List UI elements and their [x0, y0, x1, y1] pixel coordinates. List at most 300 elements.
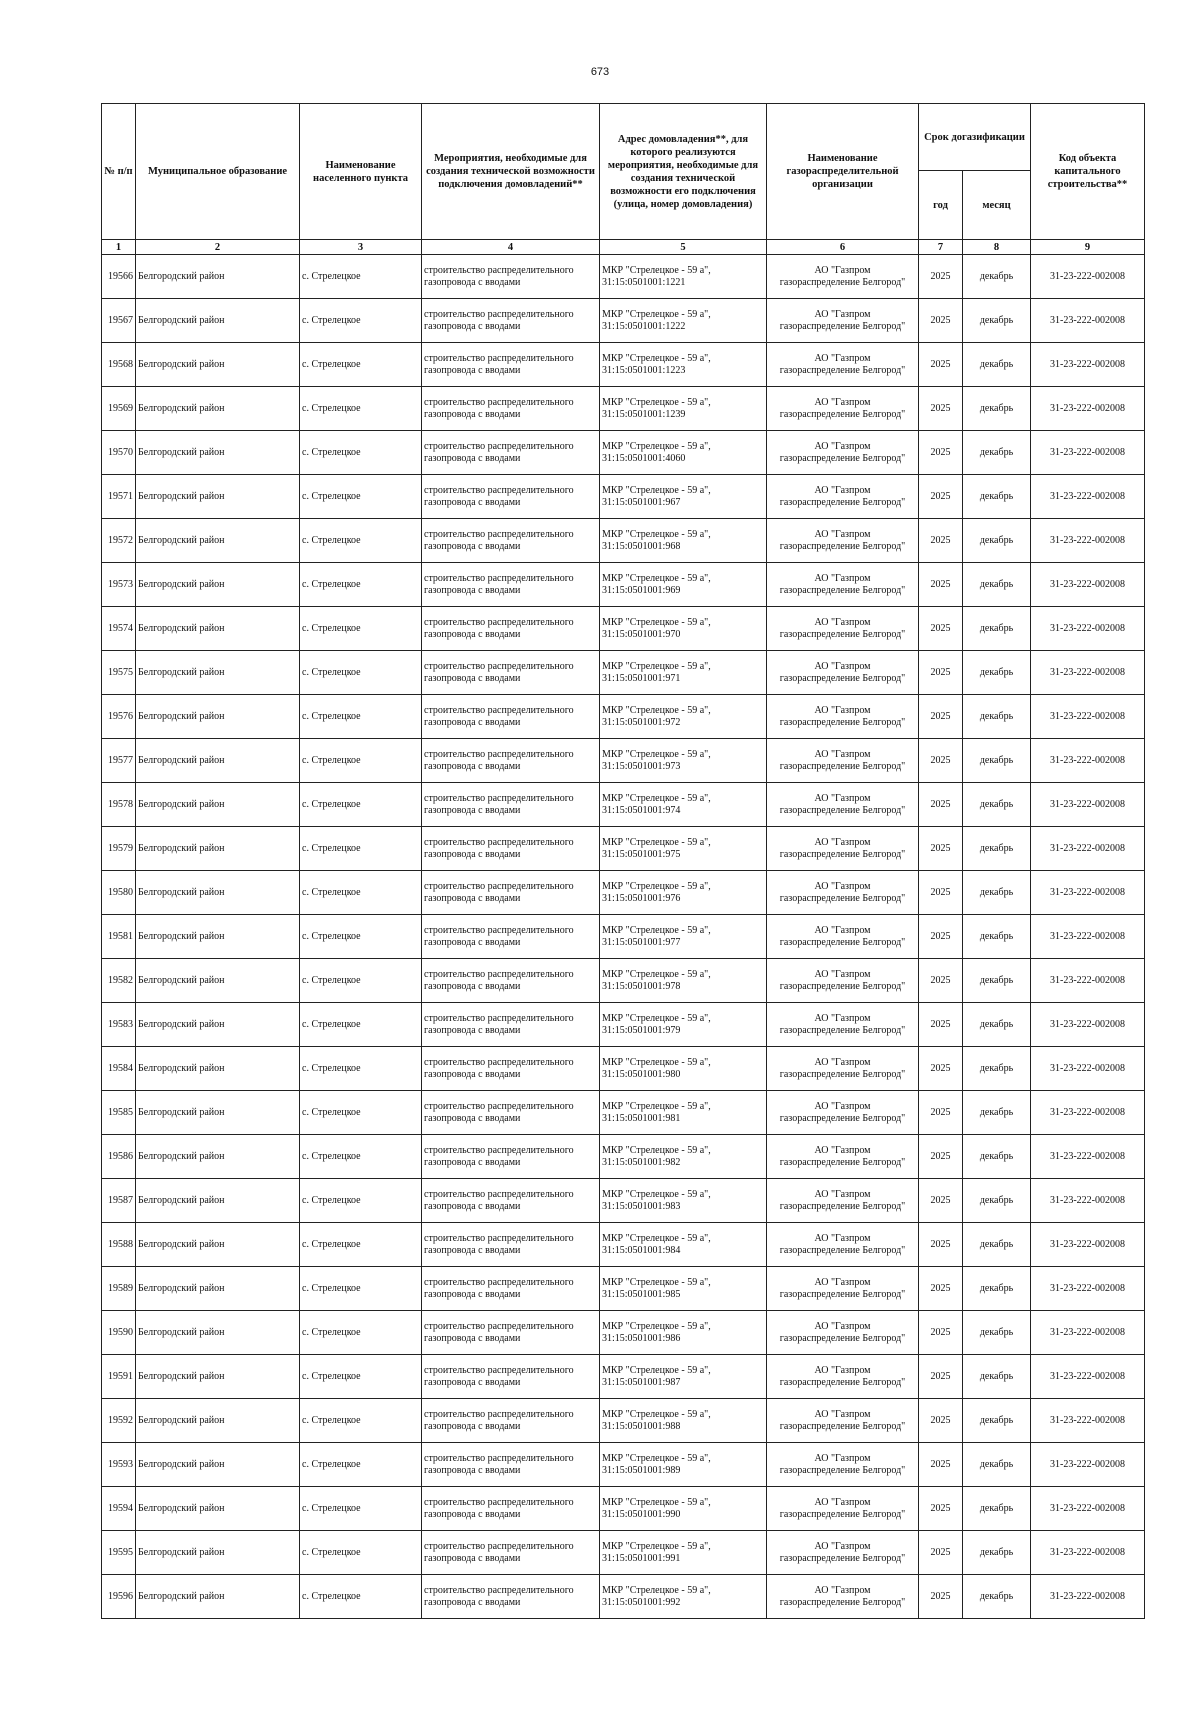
- cell-organization-line: газораспределение Белгород": [779, 1376, 906, 1388]
- cell-municipality: Белгородский район: [136, 387, 300, 431]
- cell-num: 19569: [102, 387, 136, 431]
- table-row: [102, 343, 1145, 387]
- cell-address-line: МКР "Стрелецкое - 59 а",: [602, 1144, 711, 1156]
- cell-settlement: с. Стрелецкое: [300, 1223, 422, 1267]
- cell-settlement: с. Стрелецкое: [300, 1179, 422, 1223]
- cell-code: 31-23-222-002008: [1031, 915, 1145, 959]
- cell-num: 19596: [102, 1575, 136, 1619]
- cell-activity: строительство распределительного газопровода с вводами: [422, 959, 600, 1003]
- cell-year: 2025: [919, 1267, 963, 1311]
- table-row: [102, 563, 1145, 607]
- cell-organization-line: АО "Газпром: [814, 572, 871, 584]
- cell-address-line: 31:15:0501001:1222: [602, 320, 686, 332]
- cell-organization-line: АО "Газпром: [814, 660, 871, 672]
- cell-organization-line: газораспределение Белгород": [779, 452, 906, 464]
- cell-num: 19566: [102, 255, 136, 299]
- cell-address: [600, 1443, 767, 1487]
- cell-year: 2025: [919, 1047, 963, 1091]
- cell-year: 2025: [919, 959, 963, 1003]
- cell-activity: строительство распределительного газопровода с вводами: [422, 1267, 600, 1311]
- cell-address-line: МКР "Стрелецкое - 59 а",: [602, 440, 711, 452]
- cell-month: декабрь: [963, 915, 1031, 959]
- cell-year: 2025: [919, 255, 963, 299]
- cell-organization-line: АО "Газпром: [814, 440, 871, 452]
- cell-address-line: МКР "Стрелецкое - 59 а",: [602, 660, 711, 672]
- table-row: [102, 519, 1145, 563]
- cell-code: 31-23-222-002008: [1031, 255, 1145, 299]
- cell-address-line: 31:15:0501001:991: [602, 1552, 681, 1564]
- cell-municipality: Белгородский район: [136, 739, 300, 783]
- cell-organization: [767, 1047, 919, 1091]
- cell-num: 19575: [102, 651, 136, 695]
- table-row: [102, 1223, 1145, 1267]
- header-month: месяц: [963, 171, 1031, 240]
- cell-num: 19577: [102, 739, 136, 783]
- cell-organization-line: АО "Газпром: [814, 352, 871, 364]
- cell-organization-line: газораспределение Белгород": [779, 760, 906, 772]
- cell-municipality: Белгородский район: [136, 431, 300, 475]
- cell-organization-line: газораспределение Белгород": [779, 1596, 906, 1608]
- header-num: № п/п: [102, 104, 136, 240]
- cell-address: [600, 1267, 767, 1311]
- cell-organization-line: газораспределение Белгород": [779, 1200, 906, 1212]
- header-address: Адрес домовладения**, для которого реализуются мероприятия, необходимые для создания технической возможности его подключения (улица, номер домовладения): [600, 104, 767, 240]
- cell-year: 2025: [919, 1487, 963, 1531]
- cell-organization-line: АО "Газпром: [814, 1584, 871, 1596]
- cell-year: 2025: [919, 519, 963, 563]
- cell-num: 19571: [102, 475, 136, 519]
- cell-organization: [767, 1003, 919, 1047]
- cell-address: [600, 871, 767, 915]
- cell-address-line: 31:15:0501001:967: [602, 496, 681, 508]
- cell-municipality: Белгородский район: [136, 783, 300, 827]
- cell-year: 2025: [919, 1091, 963, 1135]
- cell-month: декабрь: [963, 827, 1031, 871]
- cell-activity: строительство распределительного газопровода с вводами: [422, 1355, 600, 1399]
- cell-month: декабрь: [963, 563, 1031, 607]
- cell-activity: строительство распределительного газопровода с вводами: [422, 299, 600, 343]
- cell-organization-line: газораспределение Белгород": [779, 892, 906, 904]
- cell-num: 19570: [102, 431, 136, 475]
- cell-num: 19595: [102, 1531, 136, 1575]
- cell-month: декабрь: [963, 519, 1031, 563]
- cell-settlement: с. Стрелецкое: [300, 871, 422, 915]
- cell-organization: [767, 299, 919, 343]
- cell-organization-line: АО "Газпром: [814, 1232, 871, 1244]
- cell-code: 31-23-222-002008: [1031, 695, 1145, 739]
- cell-month: декабрь: [963, 1443, 1031, 1487]
- cell-organization-line: АО "Газпром: [814, 484, 871, 496]
- cell-address: [600, 1135, 767, 1179]
- cell-settlement: с. Стрелецкое: [300, 1091, 422, 1135]
- cell-municipality: Белгородский район: [136, 1047, 300, 1091]
- cell-organization-line: АО "Газпром: [814, 1452, 871, 1464]
- cell-activity: строительство распределительного газопровода с вводами: [422, 915, 600, 959]
- cell-code: 31-23-222-002008: [1031, 959, 1145, 1003]
- cell-year: 2025: [919, 1355, 963, 1399]
- cell-address-line: 31:15:0501001:968: [602, 540, 681, 552]
- cell-organization: [767, 431, 919, 475]
- table-row: [102, 475, 1145, 519]
- cell-code: 31-23-222-002008: [1031, 827, 1145, 871]
- cell-municipality: Белгородский район: [136, 1267, 300, 1311]
- cell-organization-line: АО "Газпром: [814, 264, 871, 276]
- cell-month: декабрь: [963, 1135, 1031, 1179]
- cell-address-line: МКР "Стрелецкое - 59 а",: [602, 1408, 711, 1420]
- table-row: [102, 431, 1145, 475]
- column-number: 3: [300, 240, 422, 255]
- cell-activity: строительство распределительного газопровода с вводами: [422, 1443, 600, 1487]
- cell-organization-line: газораспределение Белгород": [779, 1112, 906, 1124]
- cell-activity: строительство распределительного газопровода с вводами: [422, 1575, 600, 1619]
- cell-organization: [767, 1267, 919, 1311]
- cell-code: 31-23-222-002008: [1031, 299, 1145, 343]
- cell-address-line: 31:15:0501001:989: [602, 1464, 681, 1476]
- cell-address-line: 31:15:0501001:971: [602, 672, 681, 684]
- cell-settlement: с. Стрелецкое: [300, 959, 422, 1003]
- cell-settlement: с. Стрелецкое: [300, 343, 422, 387]
- cell-num: 19589: [102, 1267, 136, 1311]
- cell-code: 31-23-222-002008: [1031, 1399, 1145, 1443]
- cell-municipality: Белгородский район: [136, 651, 300, 695]
- cell-num: 19583: [102, 1003, 136, 1047]
- column-number: 4: [422, 240, 600, 255]
- cell-address: [600, 695, 767, 739]
- cell-municipality: Белгородский район: [136, 827, 300, 871]
- cell-activity: строительство распределительного газопровода с вводами: [422, 827, 600, 871]
- cell-year: 2025: [919, 1575, 963, 1619]
- cell-settlement: с. Стрелецкое: [300, 1355, 422, 1399]
- cell-month: декабрь: [963, 783, 1031, 827]
- table-row: [102, 1443, 1145, 1487]
- cell-municipality: Белгородский район: [136, 1443, 300, 1487]
- cell-organization-line: АО "Газпром: [814, 968, 871, 980]
- cell-organization-line: АО "Газпром: [814, 748, 871, 760]
- cell-code: 31-23-222-002008: [1031, 1355, 1145, 1399]
- cell-year: 2025: [919, 827, 963, 871]
- cell-month: декабрь: [963, 607, 1031, 651]
- cell-address: [600, 915, 767, 959]
- cell-organization: [767, 959, 919, 1003]
- cell-num: 19584: [102, 1047, 136, 1091]
- cell-num: 19585: [102, 1091, 136, 1135]
- cell-month: декабрь: [963, 1047, 1031, 1091]
- cell-address-line: 31:15:0501001:983: [602, 1200, 681, 1212]
- cell-num: 19572: [102, 519, 136, 563]
- cell-activity: строительство распределительного газопровода с вводами: [422, 563, 600, 607]
- cell-organization: [767, 871, 919, 915]
- cell-address-line: МКР "Стрелецкое - 59 а",: [602, 528, 711, 540]
- cell-year: 2025: [919, 1135, 963, 1179]
- cell-settlement: с. Стрелецкое: [300, 1003, 422, 1047]
- cell-address-line: 31:15:0501001:1221: [602, 276, 686, 288]
- cell-activity: строительство распределительного газопровода с вводами: [422, 343, 600, 387]
- cell-municipality: Белгородский район: [136, 1399, 300, 1443]
- cell-address: [600, 1575, 767, 1619]
- cell-organization-line: газораспределение Белгород": [779, 1464, 906, 1476]
- cell-activity: строительство распределительного газопровода с вводами: [422, 783, 600, 827]
- cell-settlement: с. Стрелецкое: [300, 739, 422, 783]
- cell-municipality: Белгородский район: [136, 255, 300, 299]
- cell-month: декабрь: [963, 1091, 1031, 1135]
- cell-municipality: Белгородский район: [136, 1355, 300, 1399]
- cell-organization: [767, 1223, 919, 1267]
- cell-organization: [767, 739, 919, 783]
- cell-activity: строительство распределительного газопровода с вводами: [422, 651, 600, 695]
- cell-year: 2025: [919, 563, 963, 607]
- cell-year: 2025: [919, 387, 963, 431]
- cell-settlement: с. Стрелецкое: [300, 1575, 422, 1619]
- cell-settlement: с. Стрелецкое: [300, 563, 422, 607]
- cell-address-line: МКР "Стрелецкое - 59 а",: [602, 616, 711, 628]
- cell-month: декабрь: [963, 299, 1031, 343]
- cell-num: 19573: [102, 563, 136, 607]
- cell-address-line: 31:15:0501001:969: [602, 584, 681, 596]
- cell-num: 19591: [102, 1355, 136, 1399]
- cell-address-line: 31:15:0501001:978: [602, 980, 681, 992]
- cell-code: 31-23-222-002008: [1031, 607, 1145, 651]
- table-row: [102, 1311, 1145, 1355]
- cell-municipality: Белгородский район: [136, 959, 300, 1003]
- cell-address: [600, 959, 767, 1003]
- cell-organization: [767, 1575, 919, 1619]
- column-number-row: [102, 240, 1145, 255]
- cell-address: [600, 1047, 767, 1091]
- cell-organization-line: газораспределение Белгород": [779, 276, 906, 288]
- cell-code: 31-23-222-002008: [1031, 1135, 1145, 1179]
- cell-organization: [767, 1179, 919, 1223]
- cell-organization: [767, 1355, 919, 1399]
- cell-municipality: Белгородский район: [136, 607, 300, 651]
- cell-year: 2025: [919, 739, 963, 783]
- cell-organization: [767, 387, 919, 431]
- cell-address-line: 31:15:0501001:970: [602, 628, 681, 640]
- cell-municipality: Белгородский район: [136, 343, 300, 387]
- cell-address-line: 31:15:0501001:981: [602, 1112, 681, 1124]
- cell-code: 31-23-222-002008: [1031, 1047, 1145, 1091]
- cell-activity: строительство распределительного газопровода с вводами: [422, 1531, 600, 1575]
- table-row: [102, 1531, 1145, 1575]
- cell-year: 2025: [919, 651, 963, 695]
- cell-num: 19588: [102, 1223, 136, 1267]
- cell-month: декабрь: [963, 343, 1031, 387]
- cell-address-line: 31:15:0501001:977: [602, 936, 681, 948]
- cell-year: 2025: [919, 431, 963, 475]
- cell-organization-line: АО "Газпром: [814, 836, 871, 848]
- cell-organization-line: газораспределение Белгород": [779, 672, 906, 684]
- cell-year: 2025: [919, 299, 963, 343]
- column-number: 8: [963, 240, 1031, 255]
- cell-month: декабрь: [963, 387, 1031, 431]
- cell-year: 2025: [919, 607, 963, 651]
- cell-organization-line: газораспределение Белгород": [779, 408, 906, 420]
- cell-address: [600, 1223, 767, 1267]
- cell-settlement: с. Стрелецкое: [300, 915, 422, 959]
- cell-address: [600, 1531, 767, 1575]
- cell-address: [600, 827, 767, 871]
- cell-activity: строительство распределительного газопровода с вводами: [422, 475, 600, 519]
- cell-organization: [767, 519, 919, 563]
- cell-settlement: с. Стрелецкое: [300, 783, 422, 827]
- cell-month: декабрь: [963, 1575, 1031, 1619]
- cell-num: 19593: [102, 1443, 136, 1487]
- cell-month: декабрь: [963, 695, 1031, 739]
- cell-month: декабрь: [963, 431, 1031, 475]
- cell-address-line: МКР "Стрелецкое - 59 а",: [602, 1364, 711, 1376]
- cell-organization-line: АО "Газпром: [814, 704, 871, 716]
- cell-address: [600, 563, 767, 607]
- cell-organization-line: газораспределение Белгород": [779, 1420, 906, 1432]
- cell-settlement: с. Стрелецкое: [300, 1047, 422, 1091]
- cell-num: 19592: [102, 1399, 136, 1443]
- cell-organization-line: АО "Газпром: [814, 1144, 871, 1156]
- cell-code: 31-23-222-002008: [1031, 651, 1145, 695]
- cell-address-line: 31:15:0501001:1223: [602, 364, 686, 376]
- cell-month: декабрь: [963, 1531, 1031, 1575]
- cell-activity: строительство распределительного газопровода с вводами: [422, 1003, 600, 1047]
- cell-month: декабрь: [963, 1399, 1031, 1443]
- cell-month: декабрь: [963, 255, 1031, 299]
- cell-month: декабрь: [963, 651, 1031, 695]
- cell-address-line: МКР "Стрелецкое - 59 а",: [602, 880, 711, 892]
- cell-activity: строительство распределительного газопровода с вводами: [422, 431, 600, 475]
- cell-organization-line: АО "Газпром: [814, 1408, 871, 1420]
- table-row: [102, 255, 1145, 299]
- cell-municipality: Белгородский район: [136, 1575, 300, 1619]
- cell-address: [600, 1311, 767, 1355]
- cell-organization-line: газораспределение Белгород": [779, 1332, 906, 1344]
- cell-code: 31-23-222-002008: [1031, 783, 1145, 827]
- cell-organization-line: газораспределение Белгород": [779, 1156, 906, 1168]
- cell-code: 31-23-222-002008: [1031, 519, 1145, 563]
- cell-address: [600, 255, 767, 299]
- cell-address: [600, 343, 767, 387]
- cell-num: 19580: [102, 871, 136, 915]
- table-row: [102, 1179, 1145, 1223]
- cell-code: 31-23-222-002008: [1031, 1267, 1145, 1311]
- cell-address: [600, 739, 767, 783]
- cell-activity: строительство распределительного газопровода с вводами: [422, 871, 600, 915]
- table-row: [102, 1575, 1145, 1619]
- cell-organization: [767, 1443, 919, 1487]
- cell-organization-line: газораспределение Белгород": [779, 716, 906, 728]
- cell-address-line: МКР "Стрелецкое - 59 а",: [602, 1232, 711, 1244]
- cell-organization-line: газораспределение Белгород": [779, 1244, 906, 1256]
- cell-organization: [767, 563, 919, 607]
- cell-address-line: МКР "Стрелецкое - 59 а",: [602, 1188, 711, 1200]
- table-row: [102, 1047, 1145, 1091]
- cell-settlement: с. Стрелецкое: [300, 695, 422, 739]
- cell-organization-line: АО "Газпром: [814, 1056, 871, 1068]
- cell-address-line: МКР "Стрелецкое - 59 а",: [602, 836, 711, 848]
- cell-address: [600, 607, 767, 651]
- cell-num: 19587: [102, 1179, 136, 1223]
- column-number: 7: [919, 240, 963, 255]
- cell-activity: строительство распределительного газопровода с вводами: [422, 1399, 600, 1443]
- table-row: [102, 695, 1145, 739]
- cell-organization-line: АО "Газпром: [814, 1276, 871, 1288]
- cell-code: 31-23-222-002008: [1031, 1443, 1145, 1487]
- cell-activity: строительство распределительного газопровода с вводами: [422, 1091, 600, 1135]
- cell-organization: [767, 475, 919, 519]
- table-row: [102, 783, 1145, 827]
- cell-month: декабрь: [963, 1003, 1031, 1047]
- table-row: [102, 1487, 1145, 1531]
- cell-year: 2025: [919, 1443, 963, 1487]
- cell-num: 19590: [102, 1311, 136, 1355]
- cell-organization: [767, 651, 919, 695]
- cell-address-line: МКР "Стрелецкое - 59 а",: [602, 968, 711, 980]
- cell-address-line: 31:15:0501001:4060: [602, 452, 686, 464]
- cell-code: 31-23-222-002008: [1031, 1091, 1145, 1135]
- column-number: 2: [136, 240, 300, 255]
- cell-address-line: 31:15:0501001:972: [602, 716, 681, 728]
- cell-code: 31-23-222-002008: [1031, 739, 1145, 783]
- header-organization: Наименование газораспределительной организации: [767, 104, 919, 240]
- cell-address-line: 31:15:0501001:976: [602, 892, 681, 904]
- cell-settlement: с. Стрелецкое: [300, 519, 422, 563]
- cell-activity: строительство распределительного газопровода с вводами: [422, 1487, 600, 1531]
- cell-address: [600, 475, 767, 519]
- cell-settlement: с. Стрелецкое: [300, 431, 422, 475]
- cell-num: 19574: [102, 607, 136, 651]
- cell-organization-line: АО "Газпром: [814, 1320, 871, 1332]
- cell-month: декабрь: [963, 1267, 1031, 1311]
- cell-organization: [767, 255, 919, 299]
- cell-municipality: Белгородский район: [136, 1091, 300, 1135]
- table-row: [102, 1355, 1145, 1399]
- table-body: [102, 255, 1145, 1619]
- cell-activity: строительство распределительного газопровода с вводами: [422, 1135, 600, 1179]
- cell-organization: [767, 783, 919, 827]
- cell-activity: строительство распределительного газопровода с вводами: [422, 739, 600, 783]
- cell-month: декабрь: [963, 1223, 1031, 1267]
- cell-month: декабрь: [963, 1487, 1031, 1531]
- cell-address-line: МКР "Стрелецкое - 59 а",: [602, 264, 711, 276]
- cell-code: 31-23-222-002008: [1031, 387, 1145, 431]
- gasification-table: [101, 103, 1145, 1619]
- header-code: Код объекта капитального строительства**: [1031, 104, 1145, 240]
- cell-year: 2025: [919, 1223, 963, 1267]
- cell-num: 19586: [102, 1135, 136, 1179]
- cell-code: 31-23-222-002008: [1031, 1003, 1145, 1047]
- table-row: [102, 739, 1145, 783]
- cell-organization-line: газораспределение Белгород": [779, 936, 906, 948]
- cell-address-line: 31:15:0501001:990: [602, 1508, 681, 1520]
- cell-organization-line: АО "Газпром: [814, 924, 871, 936]
- cell-activity: строительство распределительного газопровода с вводами: [422, 519, 600, 563]
- cell-organization: [767, 607, 919, 651]
- cell-settlement: с. Стрелецкое: [300, 1443, 422, 1487]
- cell-address-line: 31:15:0501001:982: [602, 1156, 681, 1168]
- cell-num: 19567: [102, 299, 136, 343]
- cell-year: 2025: [919, 783, 963, 827]
- cell-settlement: с. Стрелецкое: [300, 475, 422, 519]
- cell-organization: [767, 1487, 919, 1531]
- cell-address-line: 31:15:0501001:973: [602, 760, 681, 772]
- cell-organization-line: газораспределение Белгород": [779, 1508, 906, 1520]
- cell-organization-line: газораспределение Белгород": [779, 1068, 906, 1080]
- cell-address-line: 31:15:0501001:987: [602, 1376, 681, 1388]
- cell-code: 31-23-222-002008: [1031, 343, 1145, 387]
- cell-address-line: МКР "Стрелецкое - 59 а",: [602, 1540, 711, 1552]
- cell-address: [600, 783, 767, 827]
- table-row: [102, 1091, 1145, 1135]
- table-row: [102, 959, 1145, 1003]
- cell-year: 2025: [919, 915, 963, 959]
- cell-organization: [767, 1531, 919, 1575]
- cell-activity: строительство распределительного газопровода с вводами: [422, 1223, 600, 1267]
